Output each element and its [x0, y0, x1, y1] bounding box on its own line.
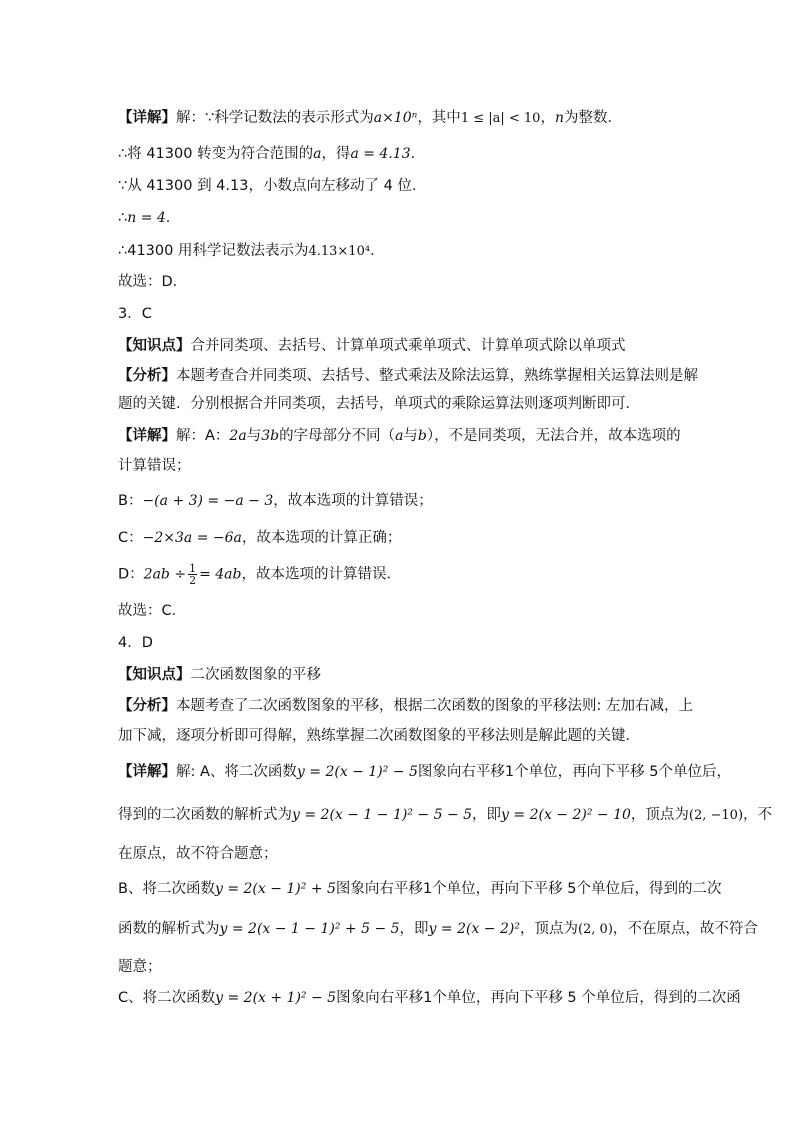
q2-line-3: ∵从 41300 到 4.13，小数点向左移动了 4 位．	[118, 178, 427, 194]
q3-choose: 故选：C．	[118, 603, 187, 619]
q2-detail-line: 【详解】解：∵科学记数法的表示形式为a×10ⁿ，其中1 ≤ |a| < 10，n为整数．	[118, 110, 622, 126]
q2-line-2: ∴将 41300 转变为符合范围的a，得a = 4.13．	[118, 146, 426, 162]
q4-detail-a-1: 【详解】解: A、将二次函数y = 2(x − 1)² − 5图象向右平移1个单位，再向下平移 5个单位后，	[118, 764, 731, 780]
q4-detail-b-1: B、将二次函数y = 2(x − 1)² + 5图象向右平移1个单位，再向下平移 5个单位后，得到的二次	[118, 881, 722, 897]
q3-detail-a-cont: 计算错误；	[118, 458, 191, 474]
q3-detail-a: 【详解】解：A：2a与3b的字母部分不同（a与b），不是同类项，无法合并，故本选项的	[118, 428, 681, 444]
q2-choose: 故选：D．	[118, 274, 188, 290]
q3-option-c: C：−2×3a = −6a，故本选项的计算正确；	[118, 530, 402, 546]
q4-detail-b-2: 函数的解析式为y = 2(x − 1 − 1)² + 5 − 5，即y = 2(x − 2)²，顶点为(2, 0)，不在原点，故不符合	[118, 921, 758, 937]
q2-line-5: ∴41300 用科学记数法表示为4.13×10⁴．	[118, 243, 385, 259]
q2-line-4: ∴n = 4．	[118, 210, 181, 226]
q4-answer: 4．D	[118, 635, 153, 651]
q4-detail-a-2: 得到的二次函数的解析式为y = 2(x − 1 − 1)² − 5 − 5，即y = 2(x − 2)² − 10，顶点为(2, −10)，不	[118, 807, 773, 823]
q4-analysis-line-2: 加下减，逐项分析即可得解，熟练掌握二次函数图象的平移法则是解此题的关键．	[118, 728, 640, 744]
q4-analysis-line-1: 【分析】本题考查了二次函数图象的平移，根据二次函数的图象的平移法则: 左加右减，上	[118, 698, 693, 714]
q4-detail-b-3: 题意；	[118, 959, 162, 975]
q4-detail-c-1: C、将二次函数y = 2(x + 1)² − 5图象向右平移1个单位，再向下平移 5 个单位后，得到的二次函	[118, 990, 741, 1006]
q4-detail-a-3: 在原点，故不符合题意；	[118, 846, 278, 862]
q4-knowledge-point: 【知识点】二次函数图象的平移	[118, 667, 321, 683]
q2-detail-label: 【详解】	[118, 110, 176, 126]
q3-option-d: D：2ab ÷ $\frac{1}{2}$ = 4ab，故本选项的计算错误．	[118, 562, 401, 587]
q3-option-b: B：−(a + 3) = −a − 3，故本选项的计算错误；	[118, 493, 433, 509]
fraction: $\frac{1}{2}$	[189, 562, 197, 587]
q3-answer: 3．C	[118, 306, 152, 322]
q3-analysis-line-1: 【分析】本题考查合并同类项、去括号、整式乘法及除法运算，熟练掌握相关运算法则是解	[118, 368, 698, 384]
q3-knowledge-point: 【知识点】合并同类项、去括号、计算单项式乘单项式、计算单项式除以单项式	[118, 338, 626, 354]
q3-analysis-line-2: 题的关键．分别根据合并同类项，去括号，单项式的乘除运算法则逐项判断即可．	[118, 396, 640, 412]
